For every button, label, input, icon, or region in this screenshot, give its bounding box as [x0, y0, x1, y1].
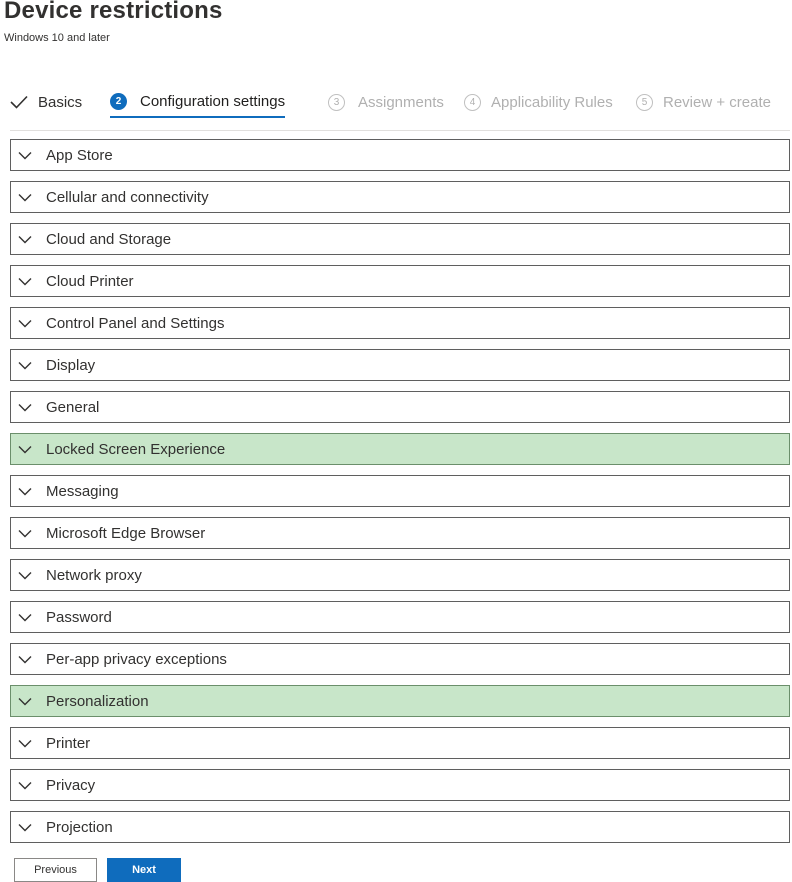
chevron-down-icon — [17, 735, 33, 751]
accordion-item-microsoft-edge-browser[interactable] — [10, 517, 790, 549]
chevron-down-icon — [17, 525, 33, 541]
page-subtitle: Windows 10 and later — [4, 32, 110, 44]
accordion-item-locked-screen-experience[interactable] — [10, 433, 790, 465]
accordion-item-personalization[interactable] — [10, 685, 790, 717]
previous-button[interactable]: Previous — [14, 858, 97, 882]
accordion-item-label: Display — [46, 356, 96, 374]
chevron-down-icon — [17, 651, 33, 667]
accordion-item-app-store[interactable] — [10, 139, 790, 171]
accordion-item-label: General — [46, 398, 100, 416]
step-number-badge: 3 — [328, 94, 345, 111]
accordion-item-per-app-privacy-exceptions[interactable] — [10, 643, 790, 675]
chevron-down-icon — [17, 357, 33, 373]
accordion-item-label: Cloud and Storage — [46, 230, 172, 248]
accordion-item-privacy[interactable] — [10, 769, 790, 801]
accordion-item-messaging[interactable] — [10, 475, 790, 507]
chevron-down-icon — [17, 819, 33, 835]
accordion-item-label: Network proxy — [46, 566, 142, 584]
step-number-badge: 5 — [636, 94, 653, 111]
wizard-step-label: Basics — [38, 93, 83, 111]
accordion-item-cloud-and-storage[interactable] — [10, 223, 790, 255]
accordion-item-network-proxy[interactable] — [10, 559, 790, 591]
chevron-down-icon — [17, 567, 33, 583]
step-number-badge: 2 — [110, 93, 127, 110]
accordion-item-control-panel-and-settings[interactable] — [10, 307, 790, 339]
accordion-item-label: Printer — [46, 734, 91, 752]
chevron-down-icon — [17, 777, 33, 793]
settings-accordion — [10, 139, 790, 853]
chevron-down-icon — [17, 273, 33, 289]
wizard-step-assignments — [328, 86, 444, 118]
chevron-down-icon — [17, 399, 33, 415]
chevron-down-icon — [17, 609, 33, 625]
accordion-item-cellular-and-connectivity[interactable] — [10, 181, 790, 213]
accordion-item-label: Microsoft Edge Browser — [46, 524, 206, 542]
accordion-item-label: Projection — [46, 818, 113, 836]
accordion-item-label: App Store — [46, 146, 113, 164]
wizard-steps — [10, 86, 790, 120]
step-number-badge: 4 — [464, 94, 481, 111]
accordion-item-cloud-printer[interactable] — [10, 265, 790, 297]
accordion-item-printer[interactable] — [10, 727, 790, 759]
footer-actions — [14, 858, 181, 882]
wizard-step-label: Configuration settings — [140, 92, 286, 110]
accordion-item-label: Per-app privacy exceptions — [46, 650, 227, 668]
accordion-item-display[interactable] — [10, 349, 790, 381]
accordion-item-label: Personalization — [46, 692, 149, 710]
accordion-item-label: Privacy — [46, 776, 96, 794]
wizard-step-basics[interactable] — [10, 86, 82, 118]
accordion-item-projection[interactable] — [10, 811, 790, 843]
accordion-item-label: Password — [46, 608, 112, 626]
chevron-down-icon — [17, 189, 33, 205]
chevron-down-icon — [17, 231, 33, 247]
accordion-item-label: Locked Screen Experience — [46, 440, 226, 458]
chevron-down-icon — [17, 147, 33, 163]
chevron-down-icon — [17, 441, 33, 457]
wizard-step-configuration-settings[interactable] — [110, 86, 285, 118]
chevron-down-icon — [17, 315, 33, 331]
chevron-down-icon — [17, 693, 33, 709]
accordion-item-label: Cloud Printer — [46, 272, 134, 290]
checkmark-icon — [10, 95, 28, 109]
wizard-step-label: Review + create — [663, 93, 771, 111]
accordion-item-password[interactable] — [10, 601, 790, 633]
accordion-item-label: Messaging — [46, 482, 119, 500]
wizard-step-applicability-rules — [464, 86, 613, 118]
wizard-divider — [10, 130, 790, 131]
wizard-step-label: Assignments — [358, 93, 444, 111]
page-title: Device restrictions — [4, 0, 223, 24]
wizard-step-review-create — [636, 86, 771, 118]
wizard-step-label: Applicability Rules — [491, 93, 613, 111]
accordion-item-label: Cellular and connectivity — [46, 188, 209, 206]
accordion-item-label: Control Panel and Settings — [46, 314, 225, 332]
next-button[interactable]: Next — [107, 858, 181, 882]
chevron-down-icon — [17, 483, 33, 499]
accordion-item-general[interactable] — [10, 391, 790, 423]
